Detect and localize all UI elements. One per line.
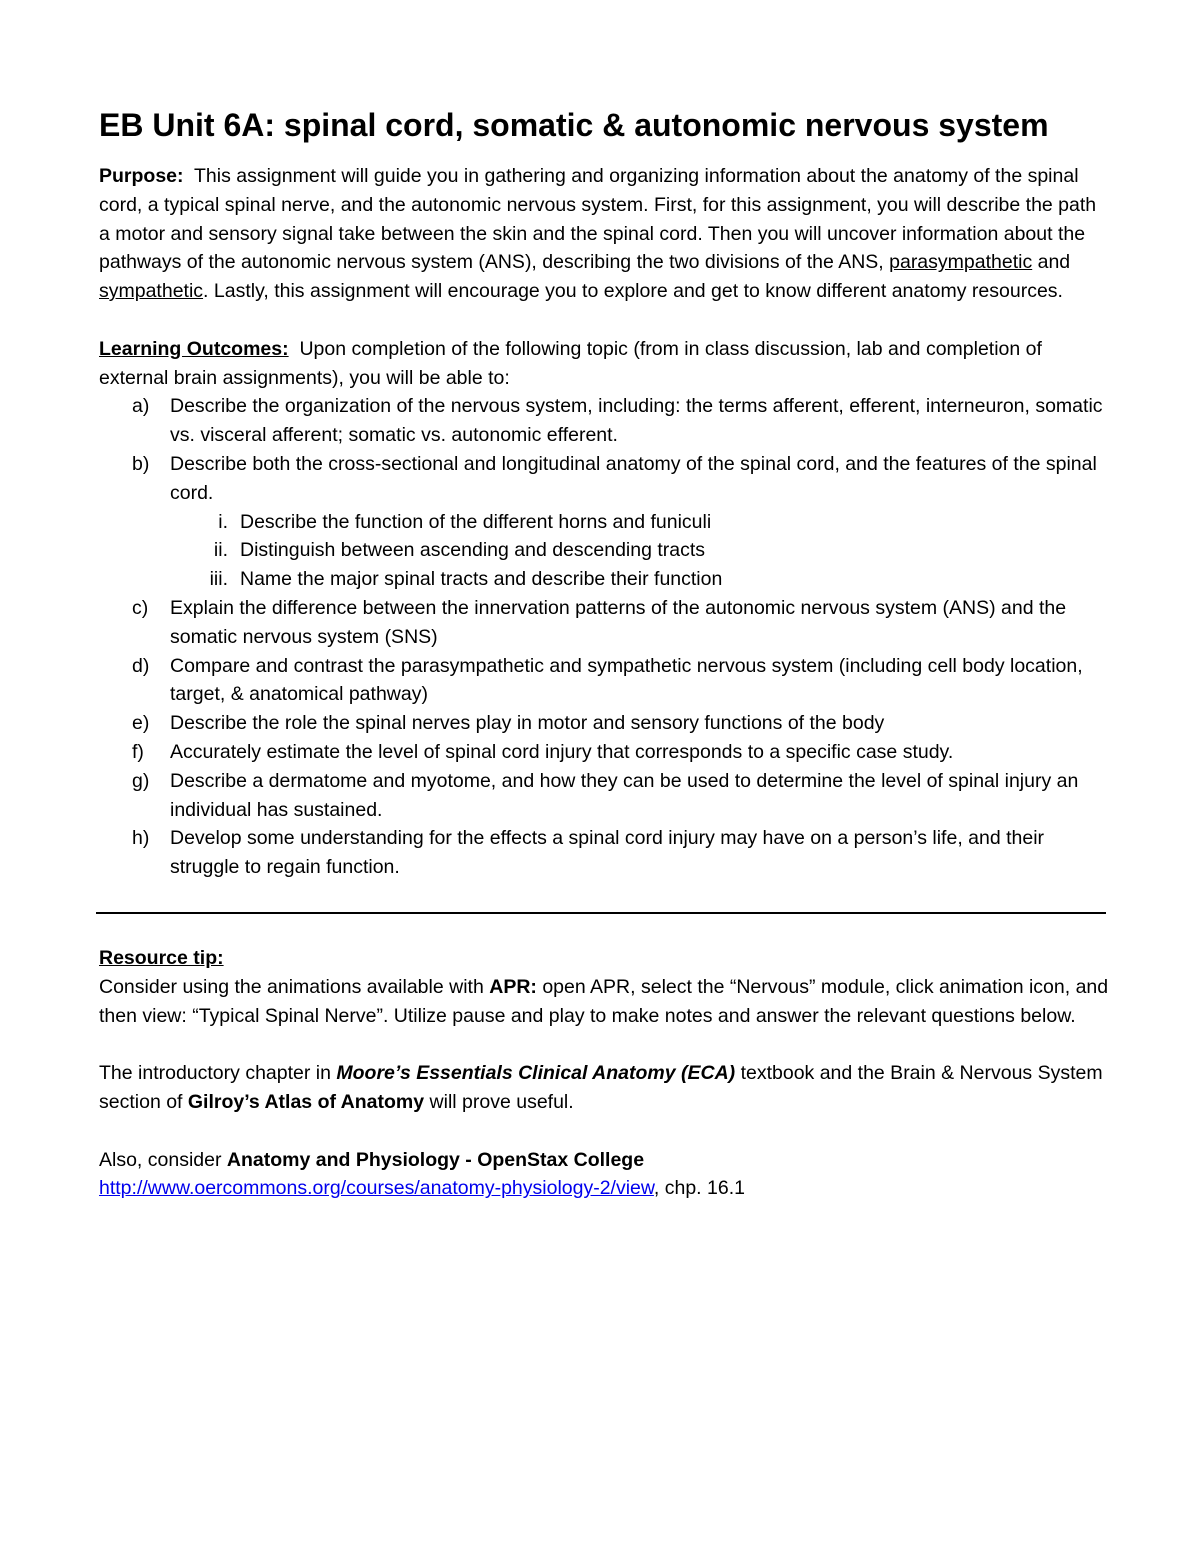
also-text: Also, consider [99,1148,227,1171]
books-text-2: textbook and the Brain & Nervous System section of [99,1062,1109,1113]
list-marker: f) [132,740,144,763]
list-item [99,652,1109,710]
sympathetic-term: sympathetic [99,280,204,303]
sub-list-item-text: Describe the function of the different horns and funiculi [240,510,712,533]
sub-list-item-text: Distinguish between ascending and descending tracts [240,539,706,562]
openstax-line [99,1146,1109,1175]
books-text-1: The introductory chapter in [99,1062,337,1085]
chapter-reference: , chp. 16.1 [653,1177,745,1200]
books-text-3: will prove useful. [424,1090,574,1113]
list-marker: e) [132,712,150,735]
learning-outcomes-list [99,392,1109,882]
list-item [99,594,1109,652]
list-marker: a) [132,395,150,418]
paragraph-gap [99,1117,1109,1146]
horizontal-divider [96,912,1106,914]
sub-list-marker: i. [218,510,228,533]
sub-list-item-text: Name the major spinal tracts and describe their function [240,568,723,591]
parasympathetic-term: parasympathetic [889,251,1033,274]
list-item-text: Explain the difference between the innervation patterns of the autonomic nervous system (ANS) and the somatic nervous system (SNS) [170,596,1067,648]
list-item-text: Accurately estimate the level of spinal cord injury that corresponds to a specific case study. [170,740,954,763]
purpose-and: and [1032,251,1076,274]
list-item [99,738,1109,767]
sub-list-item [170,508,1109,537]
sub-list [170,508,1109,594]
learning-outcomes-intro [99,335,1109,393]
moores-title: Moore’s Essentials Clinical Anatomy (ECA) [336,1062,736,1085]
sub-list-item [170,536,1109,565]
resource-tip-heading [99,944,1109,973]
gilroy-title: Gilroy’s Atlas of Anatomy [187,1090,425,1113]
sub-list-item [170,565,1109,594]
list-marker: c) [132,596,149,619]
list-marker: d) [132,654,150,677]
list-item-text: Describe both the cross-sectional and longitudinal anatomy of the spinal cord, and the features of the spinal cord. [170,452,1097,504]
page-title-bold: EB Unit 6A: [99,107,275,143]
oercommons-link[interactable]: http://www.oercommons.org/courses/anatomy-physiology-2/view [99,1177,654,1200]
list-item-text: Describe a dermatome and myotome, and how they can be used to determine the level of spinal injury an individual has sustained. [170,769,1079,821]
list-item [99,709,1109,738]
learning-outcomes-label: Learning Outcomes: [99,337,289,360]
list-item-text: Describe the role the spinal nerves play in motor and sensory functions of the body [170,712,885,735]
list-marker: h) [132,827,150,850]
list-item [99,392,1109,450]
sub-list-marker: ii. [213,539,228,562]
list-item [99,824,1109,882]
purpose-paragraph [99,162,1109,306]
document-page [99,104,1114,1203]
apr-text-1: Consider using the animations available with [99,975,490,998]
openstax-title: Anatomy and Physiology - OpenStax College [226,1148,645,1171]
list-item-text: Compare and contrast the parasympathetic and sympathetic nervous system (including cell body location, target, & anatomical pathway) [170,654,1083,706]
resource-books-paragraph [99,1059,1109,1117]
resource-tip-label: Resource tip: [99,946,224,969]
sub-list-marker: iii. [209,568,228,591]
purpose-text-1: This assignment will guide you in gathering and organizing information about the anatomy of the spinal cord, a typical spinal nerve, and the autonomic nervous system. First, for this assignment, you will describe the path a motor and sensory signal take between the skin and the spinal cord. Then you will uncover information about the pathways of the autonomic nervous system (ANS), describing the two divisions of the ANS, [99,165,1102,274]
list-item [99,767,1109,825]
list-marker: g) [132,769,150,792]
list-item-text: Develop some understanding for the effects a spinal cord injury may have on a person’s life, and their struggle to regain function. [170,827,1045,879]
page-title-rest: spinal cord, somatic & autonomic nervous system [275,107,1049,143]
list-marker: b) [132,452,150,475]
list-item [99,450,1109,594]
paragraph-gap [99,1030,1109,1059]
purpose-text-2: . Lastly, this assignment will encourage you to explore and get to know different anatomy resources. [203,280,1063,303]
url-line [99,1174,1109,1203]
learning-outcomes-intro-text: Upon completion of the following topic (from in class discussion, lab and completion of external brain assignments), you will be able to: [99,337,1048,389]
apr-bold: APR: [489,975,537,998]
purpose-label: Purpose: [99,165,184,187]
resource-tip-apr-paragraph [99,973,1114,1031]
page-title [99,104,1109,146]
apr-text-2: open APR, select the “Nervous” module, click animation icon, and then view: “Typical Spinal Nerve”. Utilize pause and play to make notes and answer the relevant questions below. [99,975,1114,1027]
list-item-text: Describe the organization of the nervous system, including: the terms afferent, efferent, interneuron, somatic vs. visceral afferent; somatic vs. autonomic efferent. [170,395,1103,447]
